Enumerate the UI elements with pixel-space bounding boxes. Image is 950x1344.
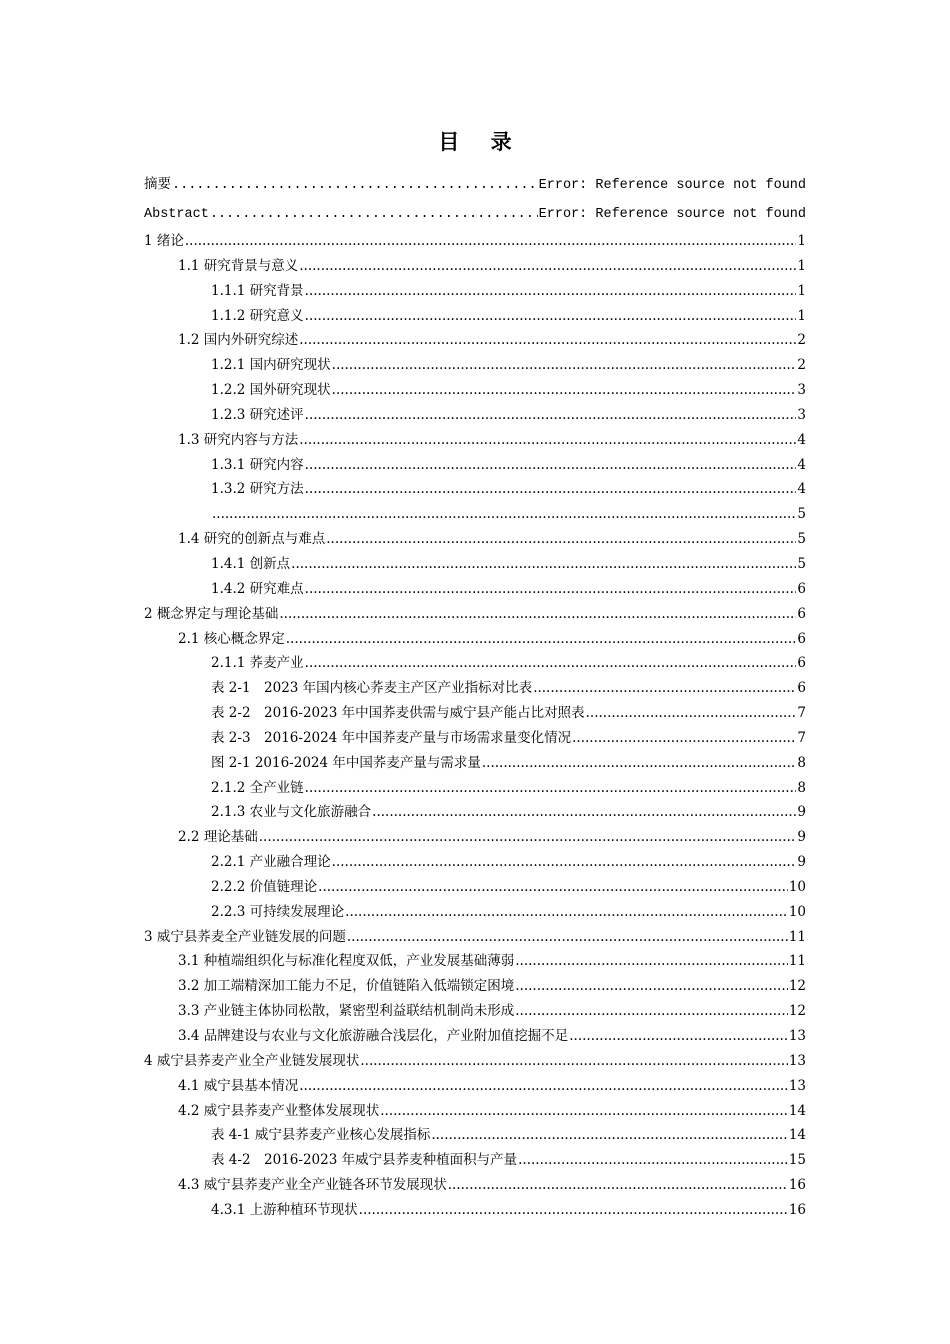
toc-entry-page: 1: [797, 307, 806, 324]
toc-entry[interactable]: [144, 453, 806, 478]
toc-leader-dots: [291, 552, 796, 577]
toc-entry-page: 12: [788, 1003, 806, 1020]
toc-entry-label: 1.2.1 国内研究现状: [211, 357, 331, 374]
toc-entry-page: 3: [797, 406, 806, 423]
toc-leader-dots: [359, 1198, 788, 1223]
toc-entry[interactable]: [144, 200, 806, 229]
toc-entry[interactable]: [144, 974, 806, 999]
toc-entry-label: 2 概念界定与理论基础: [144, 605, 279, 622]
toc-leader-dots: [586, 701, 797, 726]
toc-leader-dots: [318, 875, 788, 900]
toc-entry[interactable]: [144, 850, 806, 875]
toc-leader-dots: [345, 900, 788, 925]
toc-entry-page: 7: [797, 705, 806, 722]
toc-entry[interactable]: [144, 875, 806, 900]
toc-leader-dots: [305, 776, 797, 801]
toc-leader-dots: [212, 502, 796, 527]
toc-entry-page: 1: [797, 233, 806, 249]
toc-leader-dots: [332, 850, 797, 875]
toc-entry-page: 14: [788, 1127, 806, 1144]
toc-leader-dots: [299, 1074, 788, 1099]
toc-entry-page: 4: [797, 456, 806, 473]
toc-entry[interactable]: [144, 1024, 806, 1049]
toc-entry-page: 10: [788, 903, 806, 920]
toc-entry-label: 1.4.2 研究难点: [211, 580, 304, 597]
toc-leader-dots: [299, 328, 796, 353]
toc-entry[interactable]: [144, 1099, 806, 1124]
toc-entry-page: 4: [797, 431, 806, 448]
toc-leader-dots: [299, 428, 796, 453]
toc-entry[interactable]: [144, 676, 806, 701]
toc-entry-label: 1.3 研究内容与方法: [178, 431, 299, 448]
toc-entry-page: 6: [797, 580, 806, 597]
toc-entry-label: 图 2-1 2016-2024 年中国荞麦产量与需求量: [211, 754, 481, 771]
toc-entry-page: 5: [797, 506, 806, 523]
toc-entry-label: 4.1 威宁县基本情况: [178, 1077, 299, 1094]
toc-entry[interactable]: [144, 925, 806, 950]
toc-entry-page: 6: [797, 605, 806, 622]
toc-entry-page: 5: [797, 555, 806, 572]
toc-entry-label: 3 威宁县荞麦全产业链发展的问题: [144, 928, 346, 945]
table-of-contents: [144, 171, 806, 1223]
toc-entry-label: 1.2.2 国外研究现状: [211, 382, 331, 399]
toc-leader-dots: [305, 304, 797, 329]
toc-leader-dots: [299, 254, 796, 279]
toc-entry-label: 4.2 威宁县荞麦产业整体发展现状: [178, 1102, 380, 1119]
toc-leader-dots: [210, 200, 538, 229]
toc-leader-dots: [533, 676, 796, 701]
toc-leader-dots: [448, 1173, 788, 1198]
toc-entry[interactable]: [144, 229, 806, 254]
toc-leader-dots: [279, 602, 796, 627]
toc-entry-page: 16: [788, 1201, 806, 1218]
toc-entry-page: 13: [788, 1028, 806, 1044]
toc-entry-label: 2.2.2 价值链理论: [211, 878, 318, 895]
toc-entry-page: 16: [788, 1177, 806, 1194]
toc-entry-label: 1 绪论: [144, 233, 184, 249]
toc-leader-dots: [305, 651, 797, 676]
toc-entry[interactable]: [144, 577, 806, 602]
toc-entry[interactable]: [144, 279, 806, 304]
toc-entry-label: 1.1.1 研究背景: [211, 282, 304, 299]
toc-entry-label: 表 2-1 2023 年国内核心荞麦主产区产业指标对比表: [211, 680, 533, 697]
toc-entry-label: 3.2 加工端精深加工能力不足，价值链陷入低端锁定困境: [178, 978, 515, 995]
toc-entry-page: 9: [797, 804, 806, 821]
toc-entry-label: 表 4-1 威宁县荞麦产业核心发展指标: [211, 1127, 431, 1144]
toc-entry-page: 9: [797, 829, 806, 846]
toc-entry[interactable]: [144, 1074, 806, 1099]
toc-entry-label: 2.1.2 全产业链: [211, 779, 304, 796]
toc-entry[interactable]: [144, 949, 806, 974]
toc-entry-label: 3.3 产业链主体协同松散，紧密型利益联结机制尚未形成: [178, 1003, 515, 1020]
toc-entry-label: 2.2.1 产业融合理论: [211, 854, 331, 871]
toc-entry[interactable]: [144, 776, 806, 801]
toc-entry-page: 14: [788, 1102, 806, 1119]
toc-entry-page: 9: [797, 854, 806, 871]
toc-entry-page: 11: [788, 928, 806, 945]
toc-entry-page: 7: [797, 729, 806, 746]
toc-entry[interactable]: [144, 701, 806, 726]
toc-entry-page: Error: Reference source not found: [538, 178, 806, 193]
toc-leader-dots: [347, 925, 788, 950]
toc-entry[interactable]: [144, 378, 806, 403]
toc-leader-dots: [569, 1024, 788, 1049]
toc-entry-page: 2: [797, 357, 806, 374]
toc-leader-dots: [360, 1049, 787, 1074]
toc-entry[interactable]: [144, 477, 806, 502]
toc-entry[interactable]: [144, 651, 806, 676]
toc-entry[interactable]: [144, 428, 806, 453]
toc-entry-page: 11: [788, 953, 806, 970]
toc-entry-page: 15: [788, 1152, 806, 1169]
toc-leader-dots: [326, 527, 796, 552]
toc-leader-dots: [259, 825, 797, 850]
toc-leader-dots: [572, 726, 796, 751]
toc-entry-page: 8: [797, 754, 806, 771]
toc-leader-dots: [380, 1099, 788, 1124]
toc-leader-dots: [515, 999, 788, 1024]
toc-entry[interactable]: [144, 502, 806, 527]
toc-leader-dots: [332, 353, 797, 378]
toc-entry-label: 表 2-3 2016-2024 年中国荞麦产量与市场需求量变化情况: [211, 729, 572, 746]
toc-entry-label: 3.4 品牌建设与农业与文化旅游融合浅层化，产业附加值挖掘不足: [178, 1028, 569, 1044]
toc-entry-label: 2.1 核心概念界定: [178, 630, 285, 647]
toc-leader-dots: [372, 800, 796, 825]
toc-entry-label: 1.4.1 创新点: [211, 555, 291, 572]
toc-entry-page: 2: [797, 332, 806, 349]
toc-entry[interactable]: [144, 751, 806, 776]
toc-entry-label: 4.3 威宁县荞麦产业全产业链各环节发展现状: [178, 1177, 447, 1194]
toc-entry[interactable]: [144, 552, 806, 577]
toc-entry-label: 1.3.1 研究内容: [211, 456, 304, 473]
toc-entry[interactable]: [144, 999, 806, 1024]
toc-entry-label: 表 4-2 2016-2023 年威宁县荞麦种植面积与产量: [211, 1152, 518, 1169]
toc-leader-dots: [305, 453, 797, 478]
toc-entry[interactable]: [144, 254, 806, 279]
toc-entry[interactable]: [144, 403, 806, 428]
toc-entry-label: 1.3.2 研究方法: [211, 481, 304, 498]
toc-entry-page: 6: [797, 680, 806, 697]
toc-entry-page: 6: [797, 630, 806, 647]
toc-leader-dots: [172, 171, 538, 200]
toc-entry-label: 3.1 种植端组织化与标准化程度双低，产业发展基础薄弱: [178, 953, 515, 970]
toc-entry-label: 表 2-2 2016-2023 年中国荞麦供需与威宁县产能占比对照表: [211, 705, 585, 722]
toc-entry-page: Error: Reference source not found: [538, 207, 806, 222]
toc-entry[interactable]: [144, 304, 806, 329]
toc-leader-dots: [518, 1148, 788, 1173]
toc-entry-label: 2.2 理论基础: [178, 829, 258, 846]
toc-title: 目 录: [438, 130, 524, 154]
toc-entry-page: 10: [788, 878, 806, 895]
toc-leader-dots: [515, 974, 788, 999]
toc-entry[interactable]: [144, 825, 806, 850]
toc-entry-page: 4: [797, 481, 806, 498]
toc-entry[interactable]: [144, 1148, 806, 1173]
toc-entry-label: 2.1.3 农业与文化旅游融合: [211, 804, 372, 821]
toc-entry-label: 1.1 研究背景与意义: [178, 257, 299, 274]
toc-entry[interactable]: [144, 627, 806, 652]
toc-leader-dots: [332, 378, 797, 403]
toc-leader-dots: [286, 627, 797, 652]
toc-leader-dots: [305, 577, 797, 602]
toc-entry-label: 4.3.1 上游种植环节现状: [211, 1201, 358, 1218]
toc-entry-label: 2.1.1 荞麦产业: [211, 655, 304, 672]
toc-entry-label: 1.2 国内外研究综述: [178, 332, 299, 349]
toc-leader-dots: [305, 403, 797, 428]
toc-entry-label: 1.2.3 研究述评: [211, 406, 304, 423]
toc-entry-page: 12: [788, 978, 806, 995]
toc-entry-label: 2.2.3 可持续发展理论: [211, 903, 345, 920]
toc-leader-dots: [515, 949, 788, 974]
toc-leader-dots: [305, 279, 797, 304]
toc-entry-page: 1: [797, 282, 806, 299]
toc-entry[interactable]: [144, 353, 806, 378]
toc-entry[interactable]: [144, 1049, 806, 1074]
toc-leader-dots: [305, 477, 797, 502]
toc-entry-page: 5: [797, 531, 806, 548]
toc-entry[interactable]: [144, 602, 806, 627]
toc-entry-label: 摘要: [144, 178, 171, 193]
toc-entry-label: 4 威宁县荞麦产业全产业链发展现状: [144, 1052, 360, 1069]
toc-entry-page: 13: [788, 1052, 806, 1069]
toc-entry-label: Abstract: [144, 207, 209, 222]
toc-leader-dots: [431, 1123, 787, 1148]
toc-entry-page: 1: [797, 257, 806, 274]
toc-entry[interactable]: [144, 900, 806, 925]
toc-entry[interactable]: [144, 726, 806, 751]
toc-entry[interactable]: [144, 1123, 806, 1148]
toc-entry[interactable]: [144, 800, 806, 825]
toc-entry[interactable]: [144, 1173, 806, 1198]
toc-entry-label: 1.1.2 研究意义: [211, 307, 304, 324]
toc-entry[interactable]: [144, 1198, 806, 1223]
toc-entry-page: 3: [797, 382, 806, 399]
toc-entry-page: 13: [788, 1077, 806, 1094]
toc-entry[interactable]: [144, 527, 806, 552]
toc-entry-page: 6: [797, 655, 806, 672]
toc-entry-page: 8: [797, 779, 806, 796]
toc-entry-label: 1.4 研究的创新点与难点: [178, 531, 326, 548]
toc-entry[interactable]: [144, 171, 806, 200]
toc-entry[interactable]: [144, 328, 806, 353]
toc-leader-dots: [185, 229, 797, 254]
toc-leader-dots: [482, 751, 797, 776]
